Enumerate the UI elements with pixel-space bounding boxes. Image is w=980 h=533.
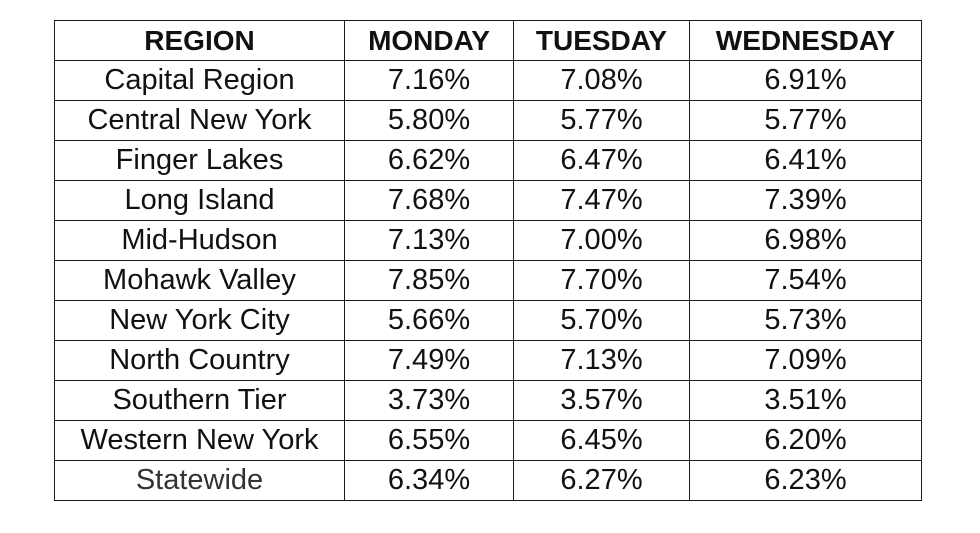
region-name: New York City [55,301,345,341]
wednesday-value: 6.20% [690,421,922,461]
wednesday-value: 6.98% [690,221,922,261]
monday-value: 7.13% [345,221,514,261]
region-name: Capital Region [55,61,345,101]
table-row [55,181,922,221]
region-name: Mid-Hudson [55,221,345,261]
wednesday-value: 7.39% [690,181,922,221]
tuesday-value: 5.77% [514,101,690,141]
monday-value: 3.73% [345,381,514,421]
region-name: North Country [55,341,345,381]
wednesday-value: 6.23% [690,461,922,501]
monday-value: 6.34% [345,461,514,501]
monday-value: 7.85% [345,261,514,301]
region-name: Mohawk Valley [55,261,345,301]
table-row [55,341,922,381]
wednesday-value: 7.54% [690,261,922,301]
table-row [55,141,922,181]
header-monday: MONDAY [345,21,514,61]
header-wednesday: WEDNESDAY [690,21,922,61]
monday-value: 6.55% [345,421,514,461]
monday-value: 5.80% [345,101,514,141]
header-row [55,21,922,61]
region-name: Statewide [55,461,345,501]
monday-value: 7.16% [345,61,514,101]
tuesday-value: 6.45% [514,421,690,461]
table-row [55,221,922,261]
wednesday-value: 7.09% [690,341,922,381]
table-row [55,261,922,301]
wednesday-value: 6.91% [690,61,922,101]
tuesday-value: 7.13% [514,341,690,381]
region-name: Long Island [55,181,345,221]
tuesday-value: 7.00% [514,221,690,261]
table-body [55,61,922,501]
monday-value: 5.66% [345,301,514,341]
tuesday-value: 5.70% [514,301,690,341]
region-name: Southern Tier [55,381,345,421]
header-tuesday: TUESDAY [514,21,690,61]
table-row [55,381,922,421]
tuesday-value: 6.27% [514,461,690,501]
header-region: REGION [55,21,345,61]
tuesday-value: 7.70% [514,261,690,301]
tuesday-value: 7.08% [514,61,690,101]
region-name: Finger Lakes [55,141,345,181]
monday-value: 7.68% [345,181,514,221]
table-row [55,301,922,341]
tuesday-value: 6.47% [514,141,690,181]
wednesday-value: 5.73% [690,301,922,341]
region-percentage-table [54,20,922,501]
tuesday-value: 3.57% [514,381,690,421]
table-row [55,421,922,461]
wednesday-value: 5.77% [690,101,922,141]
region-name: Western New York [55,421,345,461]
tuesday-value: 7.47% [514,181,690,221]
monday-value: 6.62% [345,141,514,181]
monday-value: 7.49% [345,341,514,381]
statewide-row [55,461,922,501]
table-row [55,61,922,101]
wednesday-value: 6.41% [690,141,922,181]
wednesday-value: 3.51% [690,381,922,421]
region-name: Central New York [55,101,345,141]
table-row [55,101,922,141]
